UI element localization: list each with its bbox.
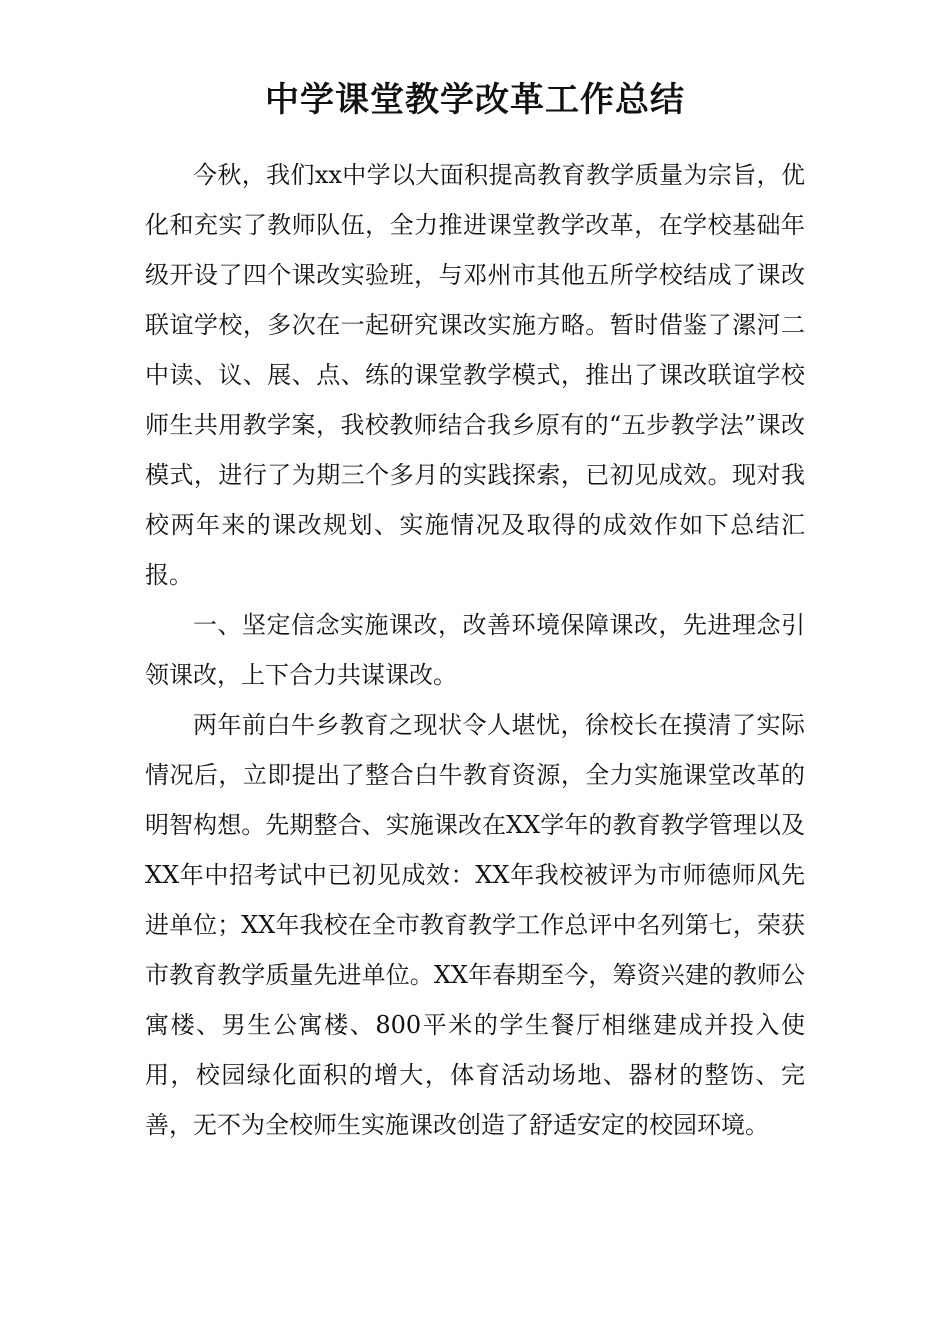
document-title: 中学课堂教学改革工作总结: [265, 80, 685, 120]
paragraph-section-heading: 一、坚定信念实施课改，改善环境保障课改，先进理念引领课改，上下合力共谋课改。: [145, 611, 805, 689]
document-body: [145, 150, 805, 1150]
paragraph-background: 两年前白牛乡教育之现状令人堪忧，徐校长在摸清了实际情况后，立即提出了整合白牛教育资源，全力实施课堂改革的明智构想。先期整合、实施课改在XX学年的教育教学管理以及XX年中招考试中已初见成效：XX年我校被评为市师德师风先进单位；XX年我校在全市教育教学工作总评中名列第七，荣获市教育教学质量先进单位。XX年春期至今，筹资兴建的教师公寓楼、男生公寓楼、800平米的学生餐厅相继建成并投入使用，校园绿化面积的增大，体育活动场地、器材的整饬、完善，无不为全校师生实施课改创造了舒适安定的校园环境。: [145, 711, 805, 1139]
paragraph-intro: 今秋，我们xx中学以大面积提高教育教学质量为宗旨，优化和充实了教师队伍，全力推进课堂教学改革，在学校基础年级开设了四个课改实验班，与邓州市其他五所学校结成了课改联谊学校，多次在一起研究课改实施方略。暂时借鉴了漯河二中读、议、展、点、练的课堂教学模式，推出了课改联谊学校师生共用教学案，我校教师结合我乡原有的“五步教学法”课改模式，进行了为期三个多月的实践探索，已初见成效。现对我校两年来的课改规划、实施情况及取得的成效作如下总结汇报。: [145, 161, 805, 589]
